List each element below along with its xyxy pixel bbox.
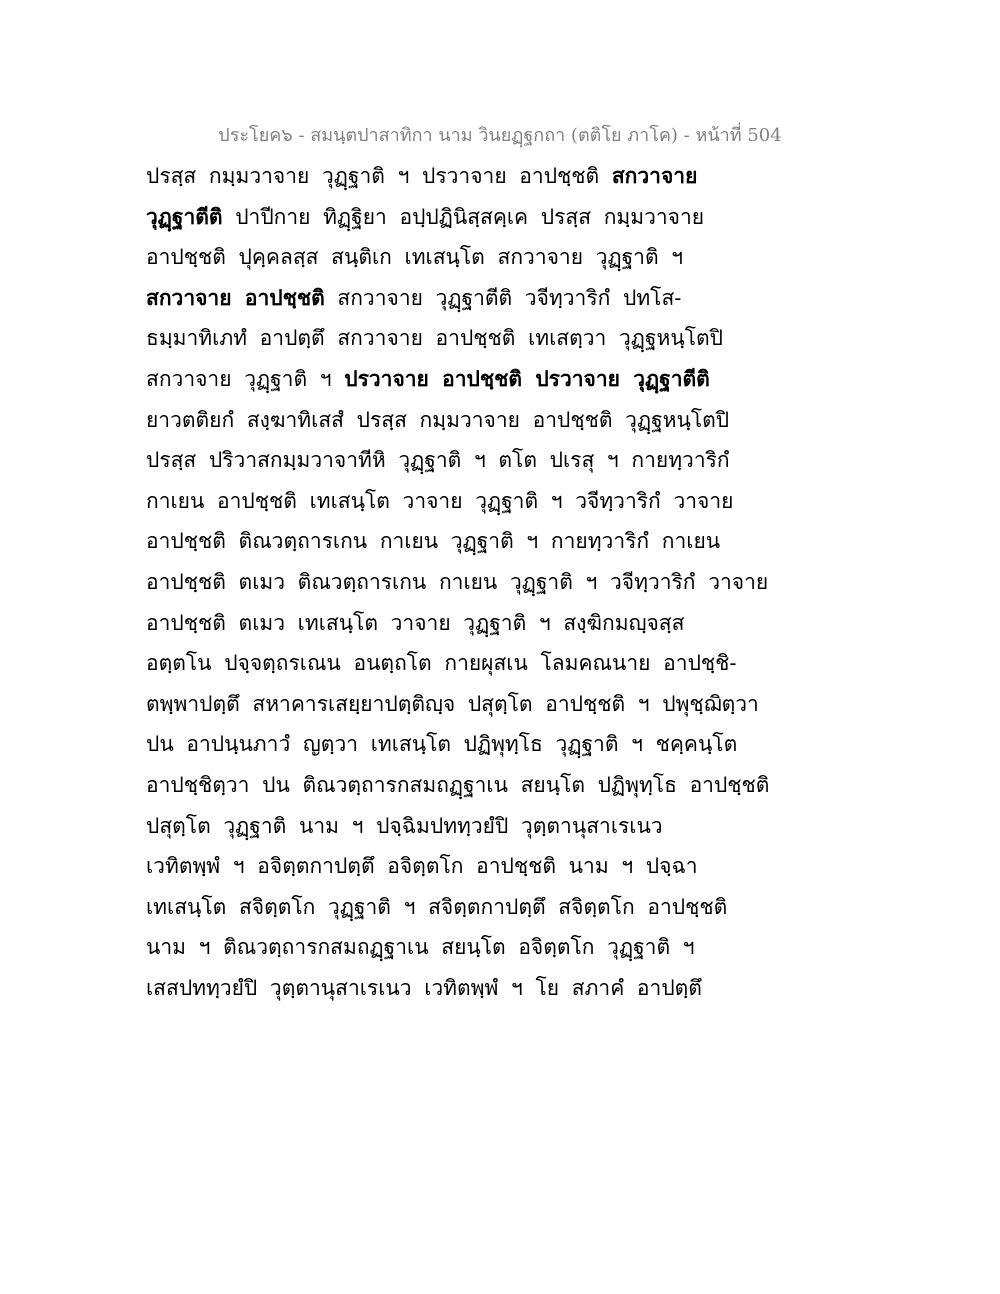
text-line [146,481,846,522]
text-segment: ปรสฺส กมฺมวาจาย วุฏฺฐาติ ฯ ปรวาจาย อาปชฺชติ [146,164,612,188]
text-line [146,400,846,441]
bold-term: วุฏฺฐาตีติ [146,203,223,229]
text-line [146,440,846,481]
text-line [146,197,846,238]
text-line [146,765,846,806]
text-segment: อตฺตโน ปจฺจตฺถรเณน อนตฺถโต กายผุสเน โลมคณนาย อาปชฺชิ- [146,651,737,676]
text-line [146,724,846,765]
bold-term: ปรวาจาย อาปชฺชติ ปรวาจาย วุฏฺฐาตีติ [344,365,710,391]
text-line [146,318,846,359]
text-line [146,643,846,684]
text-segment: อาปชฺชติ ติณวตฺถารเกน กาเยน วุฏฺฐาติ ฯ กายทฺวาริกํ กาเยน [146,529,721,554]
text-segment: เสสปททฺวยํปิ วุตฺตานุสาเรเนว เวทิตพฺพํ ฯ โย สภาคํ อาปตฺตึ [146,975,702,1000]
text-segment: ตพฺพาปตฺตึ สหาคารเสยฺยาปตฺติญฺจ ปสุตฺโต อาปชฺชติ ฯ ปพุชฺฌิตฺวา [146,691,759,716]
text-segment: ปรสฺส ปริวาสกมฺมวาจาทีหิ วุฏฺฐาติ ฯ ตโต ปเรสุ ฯ กายทฺวาริกํ [146,448,730,473]
text-line [146,684,846,725]
text-segment: ปาปีกาย ทิฏฺฐิยา อปฺปฏินิสฺสคฺเค ปรสฺส กมฺมวาจาย [222,204,705,229]
text-line [146,887,846,928]
text-line [146,278,846,319]
text-segment: อาปชฺชิตฺวา ปน ติณวตฺถารกสมถฏฺฐาเน สยนฺโต ปฏิพุทฺโธ อาปชฺชติ [146,772,770,797]
body-text [146,156,846,1008]
text-line [146,927,846,968]
text-line [146,603,846,644]
bold-term: สกวาจาย [611,163,698,188]
text-segment: ปน อาปนฺนภาวํ ญตฺวา เทเสนฺโต ปฏิพุทฺโธ วุฏฺฐาติ ฯ ชคฺคนฺโต [146,732,738,757]
text-segment: สกวาจาย วุฏฺฐาตีติ วจีทฺวาริกํ ปทโส- [324,285,682,310]
text-segment: ปสุตฺโต วุฏฺฐาติ นาม ฯ ปจฺฉิมปททฺวยํปิ วุตฺตานุสาเรเนว [146,813,663,838]
text-line [146,846,846,887]
text-segment: อาปชฺชติ ตเมว เทเสนฺโต วาจาย วุฏฺฐาติ ฯ สงฺฆิกมญฺจสฺส [146,610,685,635]
page-header: ประโยค๖ - สมนฺตปาสาทิกา นาม วินยฏฺฐกถา (ตติโย ภาโค) - หน้าที่ 504 [218,125,782,146]
bold-term: สกวาจาย อาปชฺชติ [146,284,325,310]
text-line [146,562,846,603]
text-line [146,806,846,847]
text-segment: ยาวตติยกํ สงฺฆาทิเสสํ ปรสฺส กมฺมวาจาย อาปชฺชติ วุฏฺฐหนฺโตปิ [146,407,730,432]
text-segment: สกวาจาย วุฏฺฐาติ ฯ [146,366,345,391]
text-line [146,156,846,197]
text-segment: ธมฺมาทิเภทํ อาปตฺตึ สกวาจาย อาปชฺชติ เทเสตฺวา วุฏฺฐหนฺโตปิ [146,326,723,351]
text-line [146,237,846,278]
text-segment: เวทิตพฺพํ ฯ อจิตฺตกาปตฺตึ อจิตฺตโก อาปชฺชติ นาม ฯ ปจฺฉา [146,854,698,879]
text-line [146,359,846,400]
text-segment: เทเสนฺโต สจิตฺตโก วุฏฺฐาติ ฯ สจิตฺตกาปตฺตึ สจิตฺตโก อาปชฺชติ [146,894,728,919]
text-segment: นาม ฯ ติณวตฺถารกสมถฏฺฐาเน สยนฺโต อจิตฺตโก วุฏฺฐาติ ฯ [146,935,695,960]
text-line [146,968,846,1009]
text-segment: กาเยน อาปชฺชติ เทเสนฺโต วาจาย วุฏฺฐาติ ฯ วจีทฺวาริกํ วาจาย [146,488,734,513]
text-line [146,521,846,562]
text-segment: อาปชฺชติ ปุคฺคลสฺส สนฺติเก เทเสนฺโต สกวาจาย วุฏฺฐาติ ฯ [146,245,684,270]
text-segment: อาปชฺชติ ตเมว ติณวตฺถารเกน กาเยน วุฏฺฐาติ ฯ วจีทฺวาริกํ วาจาย [146,569,769,594]
